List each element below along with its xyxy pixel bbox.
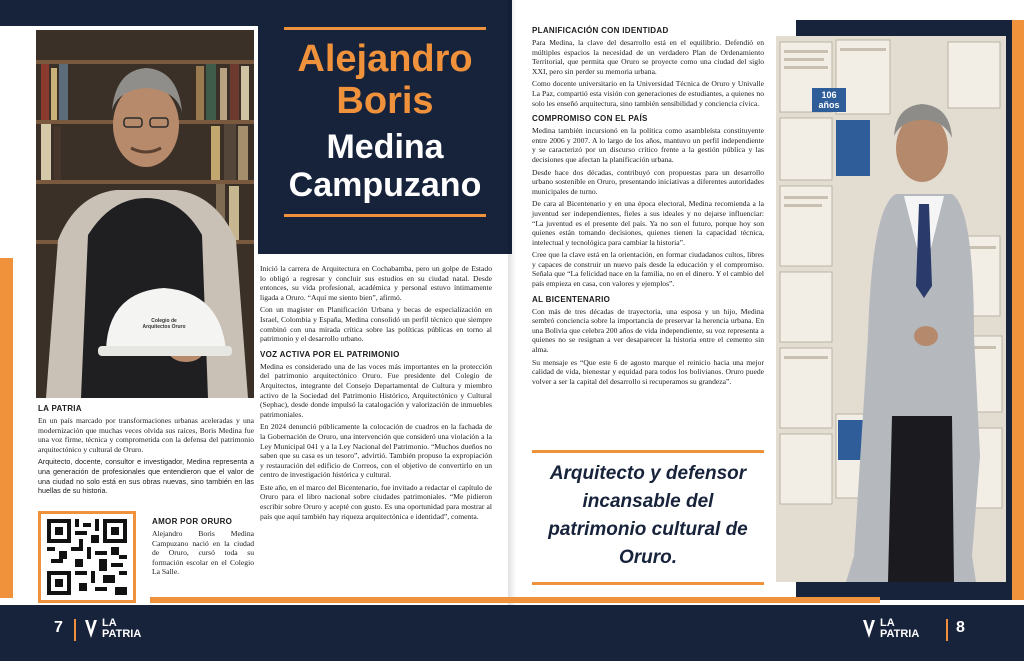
qr-code-icon[interactable] [47, 519, 127, 595]
newspaper-badge: 106 años [812, 88, 846, 112]
title-surname-2: Campuzano [288, 166, 482, 204]
quote-top-rule [532, 450, 764, 453]
middle-paragraph-1: Inició la carrera de Arquitectura en Cochabamba, pero un golpe de Estado lo obligó a regresar y concluir sus estudios en su ciudad natal. Desde entonces, su vida profesional, académica y personal estuvo íntimamente ligada a Oruro. “Aquí me siento bien”, afirmó. [260, 264, 492, 302]
middle-paragraph-4: En 2024 denunció públicamente la colocación de cuadros en la fachada de la Gobernación de Oruro, una intervención que consideró una violación a la Ley Municipal 041 y a la Ley Nacional del Patrimonio. “Muchos dueños no saben que su casa es un tesoro”, advirtió. También propuso la expropiación y restauración del edificio de Correos, con el objetivo de convertirlo en un centro de investigación histórica y cultural. [260, 422, 492, 480]
title-bottom-rule [284, 214, 486, 217]
page-number-left: 7 [54, 619, 63, 636]
left-accent-bar [0, 258, 13, 598]
left-column [38, 404, 254, 499]
brand-logo-right[interactable] [862, 616, 942, 642]
right-heading-3: AL BICENTENARIO [532, 294, 611, 304]
left-heading: LA PATRIA [38, 404, 82, 413]
middle-column [260, 264, 492, 524]
title-surname-1: Medina [326, 128, 444, 166]
brand-emblem-icon [84, 618, 98, 640]
quote-block [532, 448, 764, 588]
footer-divider-left [74, 619, 76, 641]
portrait-illustration [36, 30, 254, 398]
title-second-name: Boris [336, 80, 434, 122]
newspaper-wall-illustration [776, 36, 1006, 582]
right-paragraph-3: Medina también incursionó en la política como asambleísta constituyente entre 2006 y 2007. A lo largo de los años, mantuvo un perfil independiente y se caracterizó por un discurso crítico frente a la gestión pública y las decisiones que afectan la planificación urbana. [532, 126, 764, 164]
right-heading-1: PLANIFICACIÓN CON IDENTIDAD [532, 26, 669, 35]
footer-divider-right [946, 619, 948, 641]
brand-line-2-right: PATRIA [880, 628, 920, 640]
amor-section [152, 517, 254, 580]
title-first-name: Alejandro [297, 38, 473, 80]
page-number-right: 8 [956, 619, 965, 636]
left-paragraph-2: Arquitecto, docente, consultor e investigador, Medina representa a una generación de profesionales que entendieron que el valor de una ciudad no solo está en sus obras nuevas, sino también en las huellas de su historia. [38, 457, 254, 496]
pull-quote: Arquitecto y defensor incansable del patrimonio cultural de Oruro. [548, 463, 748, 568]
qr-frame [38, 511, 136, 603]
brand-emblem-icon [862, 618, 876, 640]
brand-logo-left[interactable] [84, 616, 164, 642]
brand-line-2-left: PATRIA [102, 628, 142, 640]
portrait-photo-left [36, 30, 254, 398]
footer-orange-stripe [150, 597, 880, 603]
page-gutter [508, 0, 516, 605]
amor-paragraph: Alejandro Boris Medina Campuzano nació en la ciudad de Oruro, cursó toda su formación escolar en el Colegio La Salle. [152, 529, 254, 577]
right-paragraph-1: Para Medina, la clave del desarrollo está en el equilibrio. Defendió en múltiples espacios la necesidad de un verdadero Plan de Ordenamiento Territorial, que permita que Oruro se proyecte como una ciudad del siglo XXI, pero sin perder su memoria urbana. [532, 38, 764, 76]
middle-paragraph-5: Este año, en el marco del Bicentenario, fue invitado a redactar el capítulo de Oruro para el libro nacional sobre ciudades patrimoniales. “Me pidieron escribir sobre Oruro y acepté con gusto. Es una oportunidad para mostrar al país que aquí también hay riqueza arquitectónica e identidad”, comenta. [260, 482, 492, 521]
right-paragraph-5: De cara al Bicentenario y en una época electoral, Medina recomienda a la juventud ser independientes, fieles a sus ideales y no dejarse influenciar: “La juventud es el presente del país. Ya no son el futuro, porque hoy son quienes están tomando decisiones, quienes tienen la capacidad técnica, intelectual y tecnológica para cambiar la historia”. [532, 199, 764, 247]
portrait-photo-right [776, 36, 1006, 582]
middle-paragraph-2: Con un magíster en Planificación Urbana y becas de especialización en Israel, Colombia y España, Medina consolidó un perfil técnico que siempre combinó con una mirada crítica sobre las políticas públicas en torno al patrimonio y el desarrollo urbano. [260, 305, 492, 344]
right-heading-2: COMPROMISO CON EL PAÍS [532, 114, 648, 124]
helmet-logo-text: Colegio de Arquitectos Oruro [142, 318, 186, 330]
right-paragraph-7: Con más de tres décadas de trayectoria, una esposa y un hijo, Medina sembró conciencia sobre la importancia de preservar la herencia urbana. En una Bolivia que celebra 200 años de vida independiente, su voz representa a quienes no se resignan a ver desaparecer la historia entre el cemento sin alma. [532, 306, 764, 355]
right-paragraph-6: Cree que la clave está en la orientación, en formar ciudadanos cultos, libres y capaces de construir un nuevo país desde la educación y el compromiso. Señala que “La felicidad nace en la familia, no en el dinero. Y el cambio del país empieza en casa, con valores y ejemplos”. [532, 250, 764, 289]
brand-line-1-left: LA [102, 617, 117, 629]
title-block [258, 0, 512, 254]
title-top-rule [284, 27, 486, 30]
right-accent-bar [1012, 20, 1024, 600]
right-paragraph-2: Como docente universitario en la Universidad Técnica de Oruro y Univalle La Paz, compartió esta visión con generaciones de estudiantes, a quienes no solo les enseñó arquitectura, sino también sensibilidad y conciencia cívica. [532, 79, 764, 108]
amor-heading: AMOR POR ORURO [152, 517, 233, 526]
middle-heading: VOZ ACTIVA POR EL PATRIMONIO [260, 349, 400, 359]
brand-line-1-right: LA [880, 617, 895, 629]
left-paragraph-1: En un país marcado por transformaciones urbanas aceleradas y una modernización que muchas veces olvida sus raíces, Boris Medina fue una voz firme, técnica y comprometida con la defensa del patrimonio arquitectónico y cultural de Oruro. [38, 416, 254, 454]
right-paragraph-8: Su mensaje es “Que este 6 de agosto marque el reinicio hacia una mejor calidad de vida, bienestar y equidad para todos los bolivianos. Oruro puede volver a ser la capital del desarrollo si recuperamos su grandeza”. [532, 357, 764, 386]
quote-bottom-rule [532, 582, 764, 585]
right-text-column [532, 26, 764, 389]
right-paragraph-4: Desde hace dos décadas, contribuyó con propuestas para un desarrollo urbano sostenible en Oruro, presentando iniciativas a diferentes autoridades municipales de turno. [532, 167, 764, 196]
middle-paragraph-3: Medina es considerado una de las voces más importantes en la protección del patrimonio arquitectónico Oruro. Fue presidente del Colegio de Arquitectos, integrante del Consejo Departamental de Cultura y miembro activo de la Sociedad del Patrimonio Histórico, Arquitectónico y Cultural (Sephac), desde donde impulsó la catalogación y valorización de inmuebles patrimoniales. [260, 361, 492, 419]
